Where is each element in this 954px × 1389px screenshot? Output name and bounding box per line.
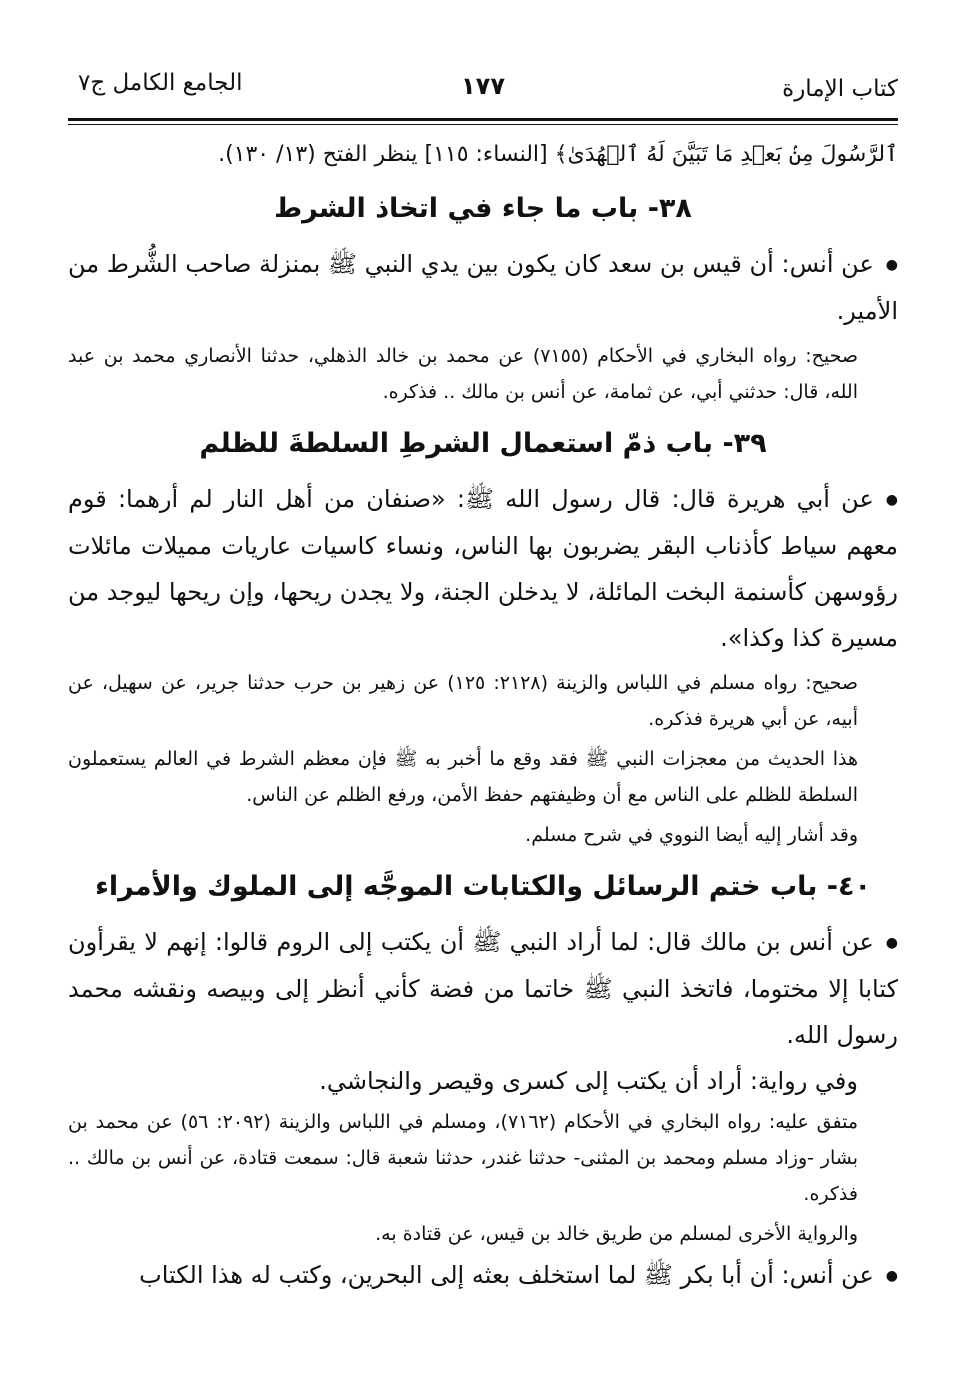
page-number: ١٧٧	[461, 72, 505, 100]
header-rule-thick	[68, 118, 898, 121]
verse-continuation: ٱلرَّسُولَ مِنۢ بَعۡدِ مَا تَبَيَّنَ لَهُ ٱلۡهُدَىٰ﴾ [النساء: ١١٥] ينظر الفتح (١٣/ ١٣٠).	[218, 142, 898, 167]
hadith-anas-ring: ● عن أنس بن مالك قال: لما أراد النبي ﷺ أن يكتب إلى الروم قالوا: إنهم لا يقرأون كتابا إلا مختوما، فاتخذ النبي ﷺ خاتما من فضة كأني أنظر إلى وبيصه ونقشه محمد رسول الله.	[68, 919, 898, 1058]
section-heading-40: ٤٠- باب ختم الرسائل والكتابات الموجَّه إلى الملوك والأمراء	[95, 871, 871, 902]
section-heading-39: ٣٩- باب ذمّ استعمال الشرطِ السلطةَ للظلم	[199, 428, 767, 459]
takhrij-bukhari-7155: صحيح: رواه البخاري في الأحكام (٧١٥٥) عن محمد بن خالد الذهلي، حدثنا الأنصاري محمد بن عبد الله، قال: حدثني أبي، عن ثمامة، عن أنس بن مالك .. فذكره.	[68, 345, 858, 403]
takhrij-muttafaq: متفق عليه: رواه البخاري في الأحكام (٧١٦٢)، ومسلم في اللباس والزينة (٢٠٩٢: ٥٦) عن محمد بن بشار -وزاد مسلم ومحمد بن المثنى- حدثنا غندر، حدثنا شعبة قال: سمعت قتادة، عن أنس بن مالك .. فذكره.	[68, 1111, 859, 1205]
section-heading-38: ٣٨- باب ما جاء في اتخاذ الشرط	[274, 193, 692, 224]
takhrij-muslim-2128: صحيح: رواه مسلم في اللباس والزينة (٢١٢٨: ١٢٥) عن زهير بن حرب حدثنا جرير، عن سهيل، عن أبيه، عن أبي هريرة فذكره.	[68, 672, 858, 730]
book-page	[68, 62, 898, 1299]
running-head	[68, 62, 898, 110]
other-narration-source: والرواية الأخرى لمسلم من طريق خالد بن قيس، عن قتادة به.	[375, 1223, 858, 1245]
commentary-nawawi: وقد أشار إليه أيضا النووي في شرح مسلم.	[525, 824, 858, 846]
hadith-anas-qays: ● عن أنس: أن قيس بن سعد كان يكون بين يدي النبي ﷺ بمنزلة صاحب الشُّرط من الأمير.	[68, 241, 898, 334]
hadith-abu-hurayra: ● عن أبي هريرة قال: قال رسول الله ﷺ: «صنفان من أهل النار لم أرهما: قوم معهم سياط كأذناب البقر يضربون بها الناس، ونساء كاسيات عاريات مميلات مائلات رؤوسهن كأسنمة البخت المائلة، لا يدخلن الجنة، ولا يجدن ريحها، وإن ريحها ليوجد من مسيرة كذا وكذا».	[68, 476, 898, 661]
book-title: الجامع الكامل ج٧	[78, 70, 243, 96]
header-rule-thin	[68, 124, 898, 125]
chapter-title: كتاب الإمارة	[782, 76, 898, 102]
hadith-anas-abu-bakr: ● عن أنس: أن أبا بكر ﷺ لما استخلف بعثه إلى البحرين، وكتب له هذا الكتاب	[68, 1252, 898, 1299]
other-narration: وفي رواية: أراد أن يكتب إلى كسرى وقيصر والنجاشي.	[319, 1067, 858, 1095]
commentary-miracle: هذا الحديث من معجزات النبي ﷺ فقد وقع ما أخبر به ﷺ فإن معظم الشرط في العالم يستعملون السلطة للظلم على الناس مع أن وظيفتهم حفظ الأمن، ورفع الظلم عن الناس.	[68, 748, 858, 806]
